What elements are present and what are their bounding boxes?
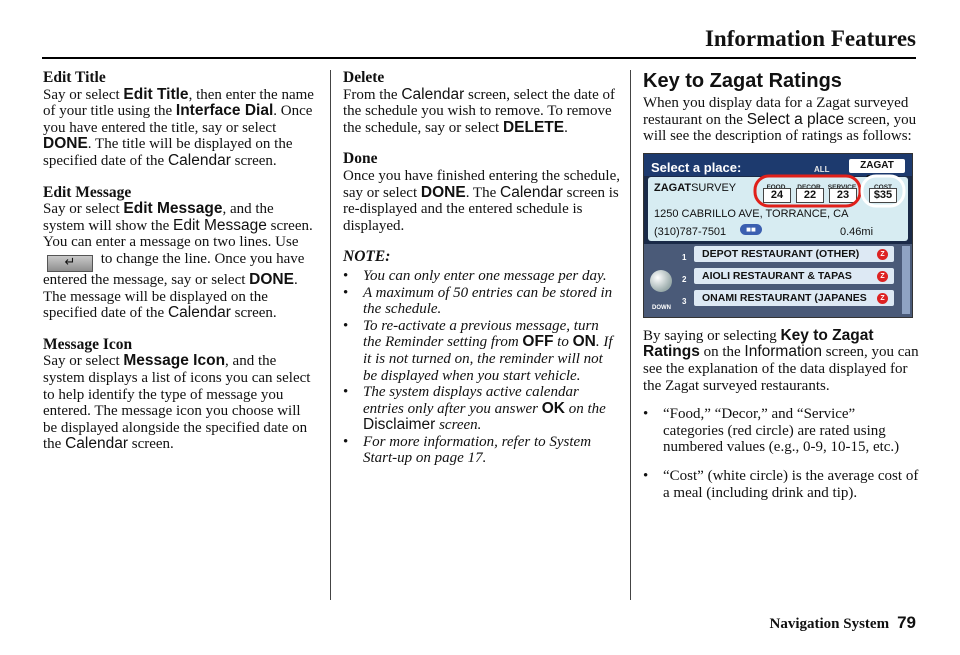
- screen-scrollbar: [902, 246, 910, 314]
- zagat-z-icon: Z: [877, 293, 888, 304]
- message-icon-text: Say or select Message Icon, and the system displays a list of icons you can select to help identify the type of message you entered. The message icon you choose will be displayed alongside the specified date on the Calendar screen.: [43, 352, 311, 453]
- screen-down-label: DOWN: [652, 304, 671, 311]
- column-divider-2: [630, 70, 631, 600]
- message-icon-heading: Message Icon: [43, 335, 133, 353]
- restaurant-list-item: AIOLI RESTAURANT & TAPAS: [694, 268, 894, 284]
- zagat-bullets: [643, 406, 919, 501]
- zagat-body-text: By saying or selecting Key to Zagat Ratings on the Information screen, you can see the explanation of the data displayed for the Zagat surveyed restaurants.: [643, 326, 919, 394]
- header-rule: [42, 57, 916, 59]
- scroll-knob-icon: [650, 270, 672, 292]
- list-number: 3: [682, 296, 687, 306]
- note-item: • A maximum of 50 entries can be stored in the schedule.: [343, 285, 620, 318]
- decor-value: 22: [796, 188, 824, 203]
- note-title: NOTE:: [343, 248, 391, 266]
- note-item: • The system displays active calendar entries only after you answer OK on the Disclaimer screen.: [343, 384, 620, 434]
- done-text: Once you have finished entering the schedule, say or select DONE. The Calendar screen is re-displayed and the entered schedule is displayed.: [343, 167, 620, 234]
- screen-distance: 0.46mi: [840, 225, 874, 238]
- zagat-survey-logo: ZAGATSURVEY: [654, 181, 737, 194]
- page-footer: [769, 613, 916, 633]
- screen-phone: (310)787-7501: [654, 225, 727, 238]
- screen-category-icon: ■■: [740, 224, 762, 235]
- edit-message-text: Say or select Edit Message, and the system will show the Edit Message screen. You can enter a message on two lines. Use ↵ to change the line. Once you have entered the message, say or select DONE. The message will be displayed on the specified date of the Calendar screen.: [43, 200, 313, 322]
- column-divider-1: [330, 70, 331, 600]
- delete-text: From the Calendar screen, select the date of the schedule you wish to remove. To remove the schedule, say or select DELETE.: [343, 85, 616, 136]
- zagat-bullet-item: • “Cost” (white circle) is the average cost of a meal (including drink and tip).: [643, 468, 919, 501]
- zagat-z-icon: Z: [877, 249, 888, 260]
- edit-title-text: Say or select Edit Title, then enter the name of your title using the Interface Dial. Once you have entered the title, say or select DONE. The title will be displayed on the specified date of the Calendar screen.: [43, 85, 314, 169]
- zagat-key-heading: Key to Zagat Ratings: [643, 70, 842, 92]
- food-value: 24: [763, 188, 791, 203]
- page-number: 79: [897, 613, 916, 632]
- list-number: 1: [682, 252, 687, 262]
- zagat-intro-text: When you display data for a Zagat surveyed restaurant on the Select a place screen, you will see the description of ratings as follows:: [643, 95, 917, 145]
- page-title: Information Features: [704, 26, 916, 51]
- note-list: [343, 268, 620, 467]
- cost-value: $35: [869, 188, 897, 203]
- screen-all-label: ALL: [814, 164, 830, 174]
- zagat-z-icon: Z: [877, 271, 888, 282]
- delete-heading: Delete: [343, 69, 385, 86]
- edit-title-heading: Edit Title: [43, 69, 106, 86]
- restaurant-list-item: ONAMI RESTAURANT (JAPANES: [694, 290, 894, 306]
- list-number: 2: [682, 274, 687, 284]
- footer-section: Navigation System: [769, 616, 890, 632]
- enter-return-icon: ↵: [47, 255, 93, 272]
- note-item: • You can only enter one message per day.: [343, 268, 620, 285]
- done-heading: Done: [343, 150, 378, 168]
- edit-message-heading: Edit Message: [43, 183, 132, 201]
- note-item: • For more information, refer to System Start-up on page 17.: [343, 434, 620, 467]
- restaurant-list-item: DEPOT RESTAURANT (OTHER): [694, 246, 894, 262]
- column-3: [643, 70, 919, 513]
- column-2: [343, 70, 620, 467]
- screen-title: Select a place:: [651, 159, 742, 175]
- select-a-place-screenshot: [643, 153, 913, 318]
- service-value: 23: [829, 188, 857, 203]
- note-item: • To re-activate a previous message, turn the Reminder setting from OFF to ON. If it is not turned on, the reminder will not be displayed when you start vehicle.: [343, 318, 620, 384]
- screen-zagat-year: ZAGAT: [849, 159, 905, 173]
- screen-address: 1250 CABRILLO AVE, TORRANCE, CA: [654, 207, 849, 220]
- zagat-bullet-item: • “Food,” “Decor,” and “Service” categories (red circle) are rated using numbered values (e.g., 0-9, 10-15, etc.): [643, 406, 919, 456]
- column-1: [43, 70, 318, 453]
